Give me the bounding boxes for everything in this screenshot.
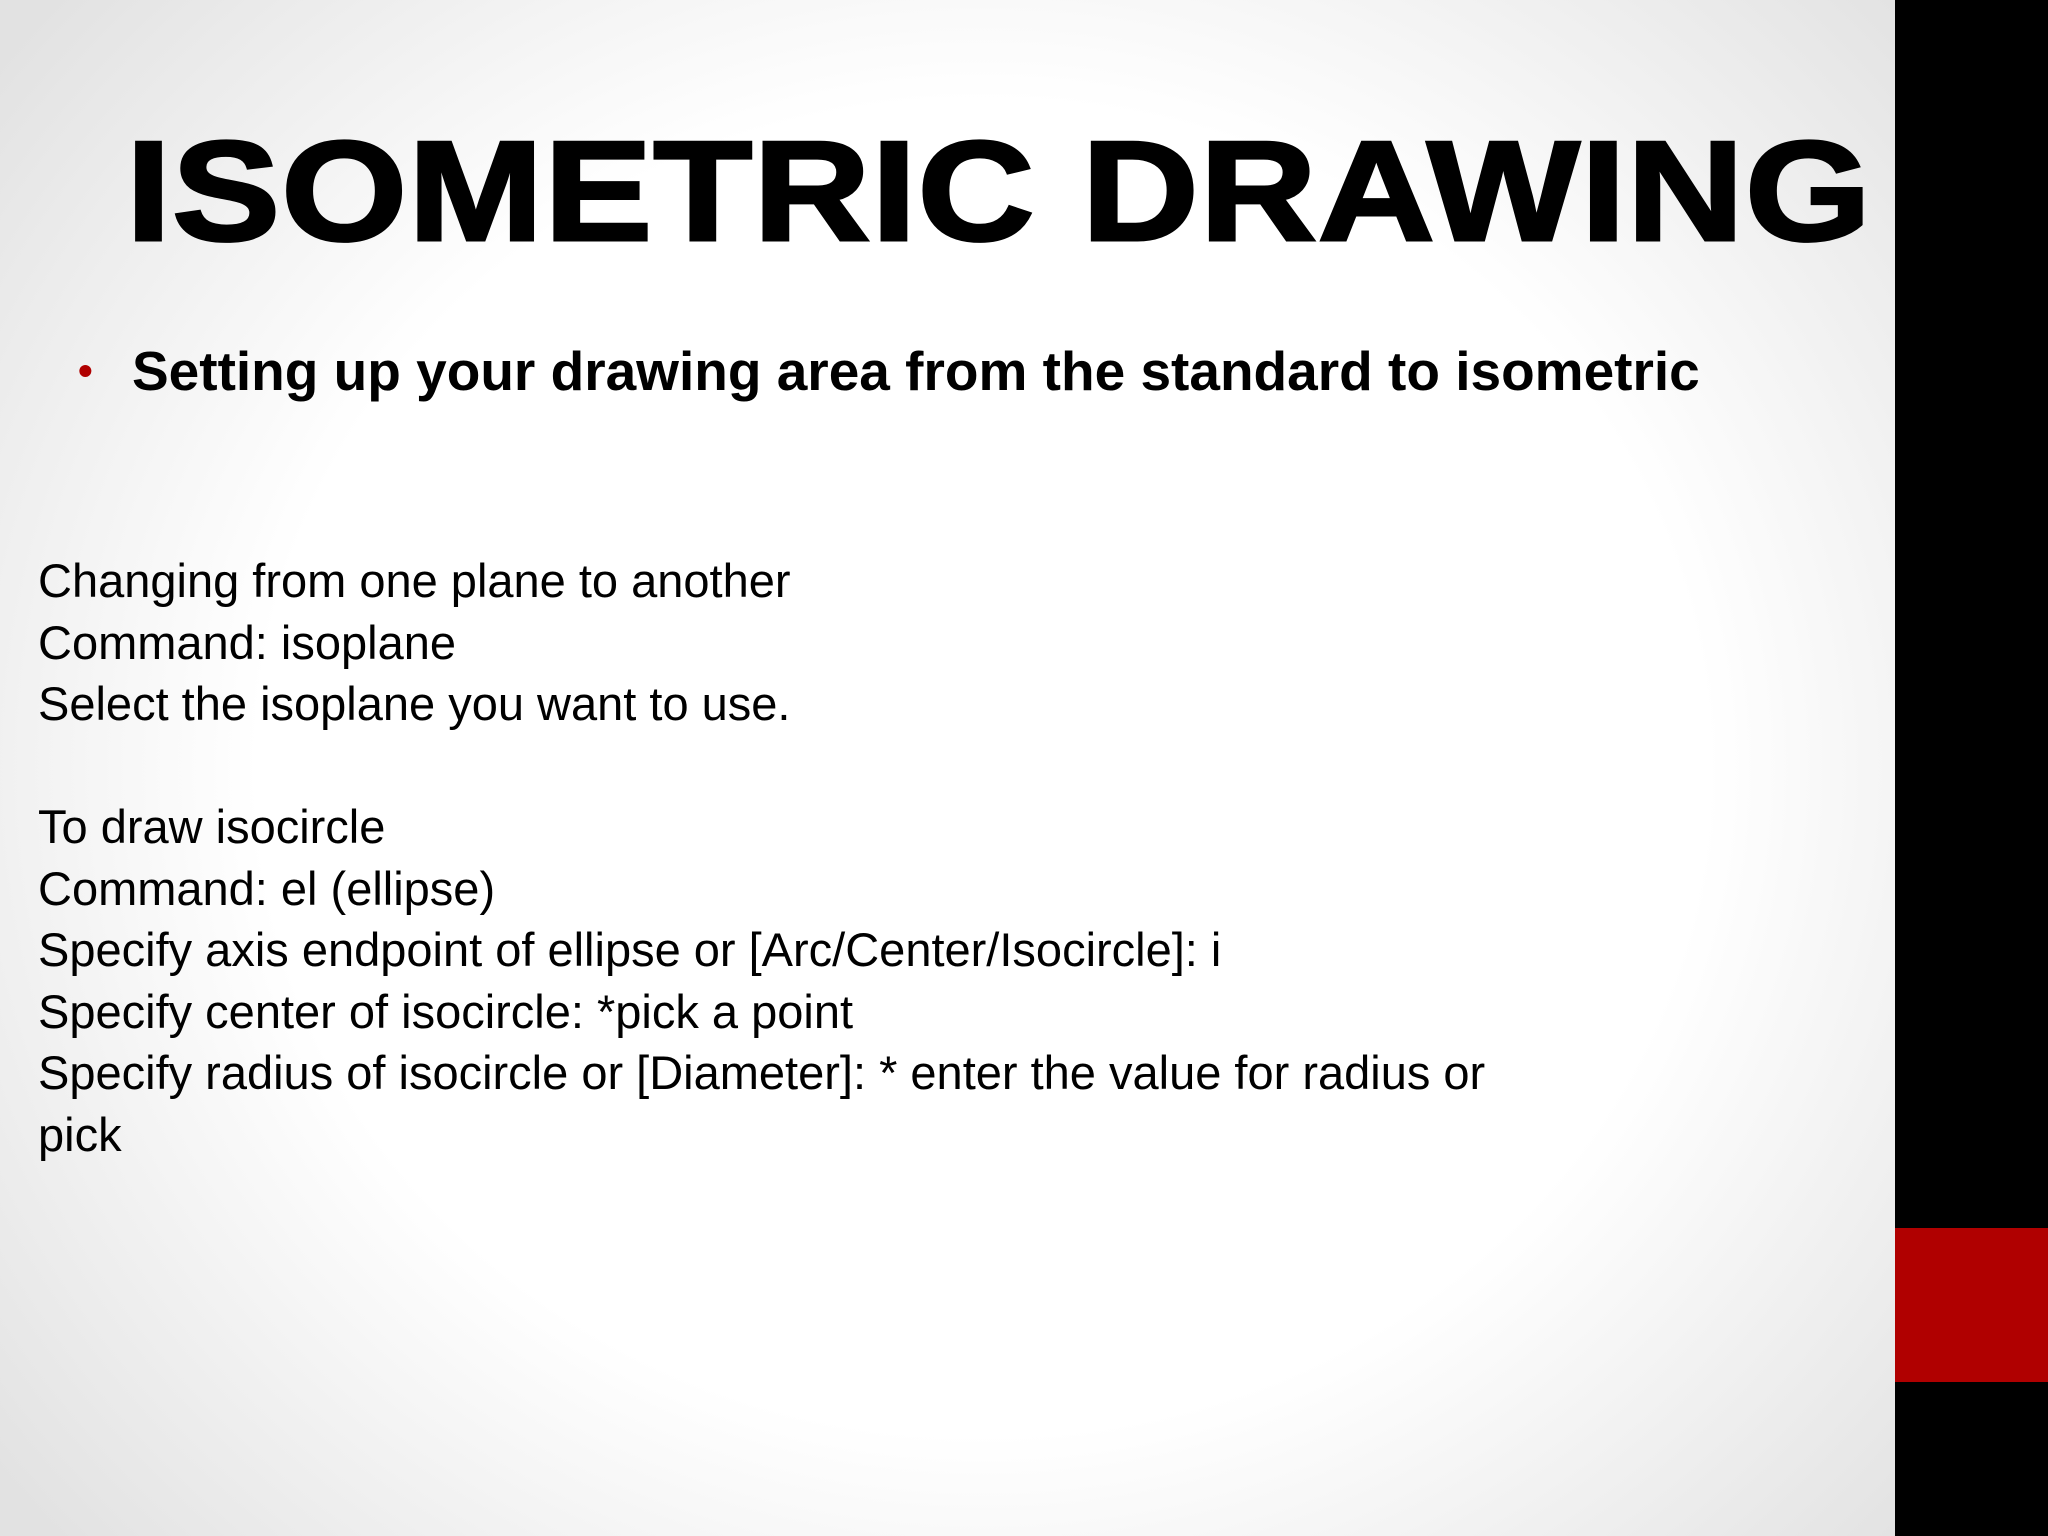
body-line: Select the isoplane you want to use. (38, 677, 791, 730)
body-line: Specify radius of isocircle or [Diameter]: * enter the value for radius or (38, 1046, 1486, 1099)
body-text (38, 550, 1485, 1165)
body-line-blank (38, 735, 1485, 797)
body-line: pick (38, 1107, 122, 1161)
bullet-list (78, 332, 1700, 410)
body-line: Command: isoplane (38, 615, 456, 669)
bullet-dot-icon: • (78, 347, 93, 394)
body-line: Specify axis endpoint of ellipse or [Arc/Center/Isocircle]: i (38, 923, 1222, 976)
body-line: To draw isocircle (38, 800, 386, 853)
body-line: Specify center of isocircle: *pick a point (38, 984, 854, 1038)
side-accent-block (1895, 1228, 2048, 1382)
bullet-item (78, 332, 1700, 410)
bullet-text: Setting up your drawing area from the standard to isometric (132, 340, 1700, 402)
body-line: Command: el (ellipse) (38, 861, 496, 915)
slide-title: ISOMETRIC DRAWING (126, 112, 1873, 271)
body-line: Changing from one plane to another (38, 554, 791, 607)
